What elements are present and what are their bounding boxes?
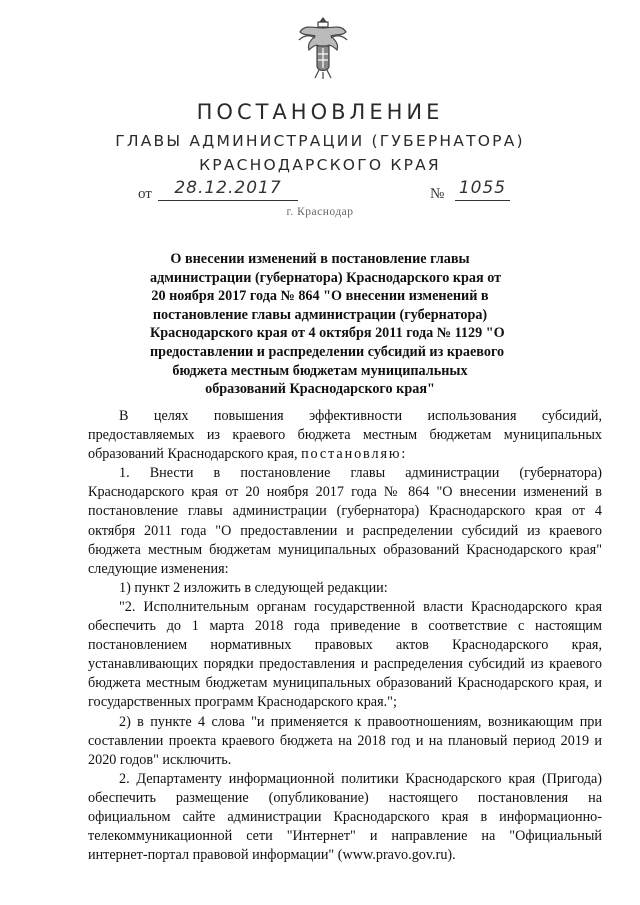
date-label: от xyxy=(138,186,152,202)
issuer-line-1: ГЛАВЫ АДМИНИСТРАЦИИ (ГУБЕРНАТОРА) xyxy=(115,132,525,150)
document-heading xyxy=(150,250,505,399)
handwritten-date: 28.12.2017 xyxy=(158,178,298,201)
coat-of-arms-emblem xyxy=(297,14,349,80)
heading-line: образований Краснодарского края" xyxy=(205,381,435,398)
heading-line: администрации (губернатора) Краснодарского края от xyxy=(150,269,502,286)
intro-text: В целях повышения эффективности использования субсидий, предоставляемых из краевого бюджета местным бюджетам муниципальных образований Краснодарского края, xyxy=(88,408,602,463)
heading-line: 20 ноября 2017 года № 864 "О внесении изменений в xyxy=(151,288,489,305)
issuer-line-2: КРАСНОДАРСКОГО КРАЯ xyxy=(199,156,441,174)
item-1-1-paragraph: 1) пункт 2 изложить в следующей редакции: xyxy=(119,579,388,596)
number-label: № xyxy=(430,186,445,202)
decree-word: постановляю: xyxy=(301,446,408,463)
heading-line: О внесении изменений в постановление главы xyxy=(170,251,470,267)
item-1-paragraph: 1. Внести в постановление главы администрации (губернатора) Краснодарского края от 20 ноября 2017 года № 864 "О внесении изменений в постановление главы администрации (губернатора) Краснодарского края от 4 октября 2011 года "О предоставлении и распределении субсидий из краевого бюджета местным бюджетам муниципальных образований Краснодарского края" следующие изменения: xyxy=(88,465,602,577)
item-1-2-paragraph: 2) в пункте 4 слова "и применяется к правоотношениям, возникающим при составлении проекта краевого бюджета на 2018 год и на плановый период 2019 и 2020 годов" исключить. xyxy=(88,713,602,768)
item-1-1-quote-paragraph: "2. Исполнительным органам государственной власти Краснодарского края обеспечить до 1 марта 2018 года приведение в соответствие с настоящим постановлением нормативных правовых актов Краснодарского края, устанавливающих порядки предоставления и распределения субсидий из краевого бюджета местным бюджетам муниципальных образований Краснодарского края, и государственных программ Краснодарского края."; xyxy=(88,598,602,711)
city-label: г. Краснодар xyxy=(286,206,354,218)
document-body xyxy=(88,407,602,865)
heading-line: Краснодарского края от 4 октября 2011 года № 1129 "О xyxy=(150,325,505,342)
heading-line: предоставлении и распределении субсидий из краевого xyxy=(150,343,505,360)
heading-line: бюджета местным бюджетам муниципальных xyxy=(172,362,468,379)
document-type-title: ПОСТАНОВЛЕНИЕ xyxy=(196,100,444,124)
intro-paragraph xyxy=(88,407,602,464)
item-2-paragraph: 2. Департаменту информационной политики Краснодарского края (Пригода) обеспечить размещение (опубликование) настоящего постановления на официальном сайте администрации Краснодарского края в информационно-телекоммуникационной сети "Интернет" и направление на "Официальный интернет-портал правовой информации" (www.pravo.gov.ru). xyxy=(88,770,602,864)
handwritten-number: 1055 xyxy=(455,178,510,201)
heading-line: постановление главы администрации (губернатора) xyxy=(152,306,488,323)
